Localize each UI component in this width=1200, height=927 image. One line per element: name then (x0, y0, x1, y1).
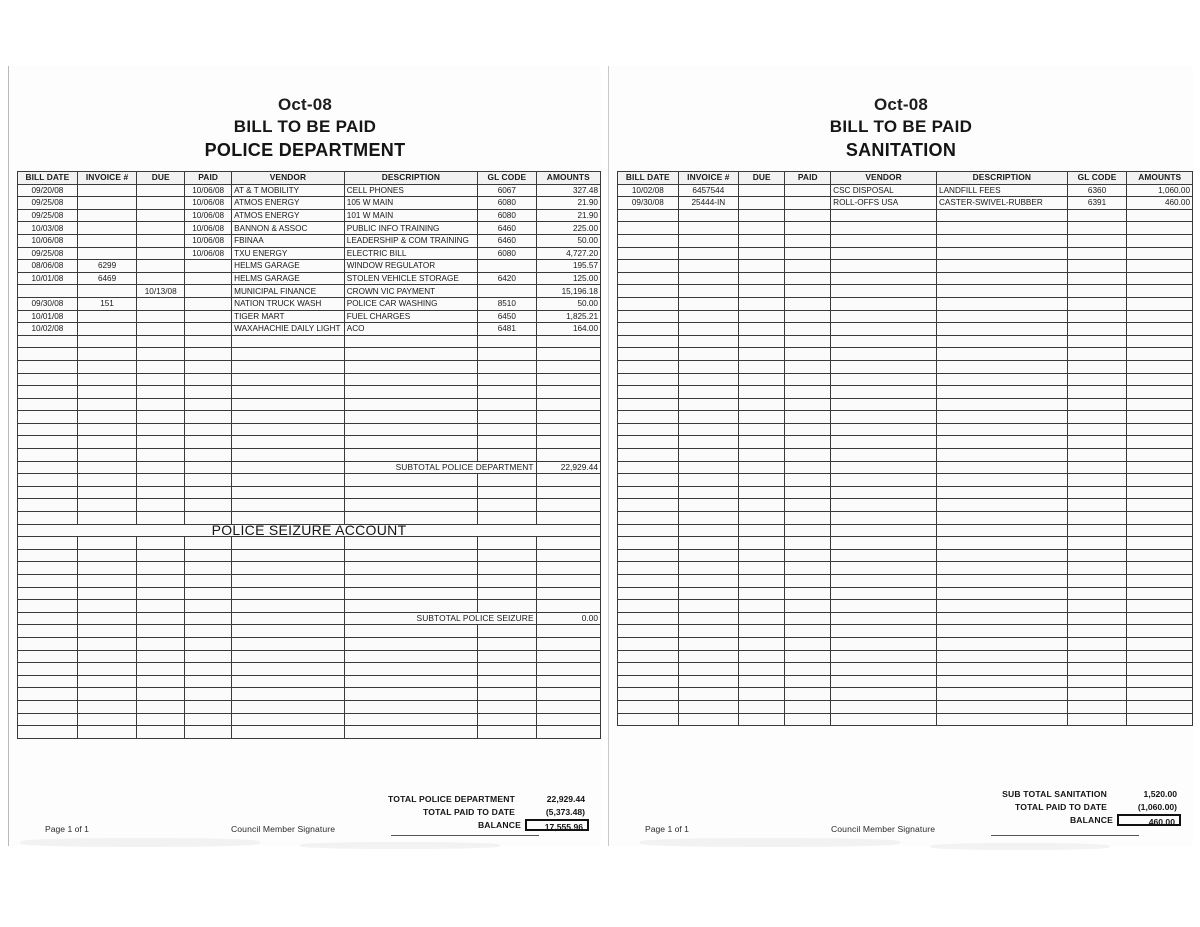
cell-due (137, 272, 185, 285)
table-row-blank (618, 222, 1193, 235)
table-row-blank (618, 637, 1193, 650)
cell-amount: 225.00 (536, 222, 600, 235)
page-number: Page 1 of 1 (645, 824, 689, 834)
total-label: TOTAL PAID TO DATE (1015, 801, 1107, 812)
table-row-blank (18, 348, 601, 361)
col-bill-date: BILL DATE (618, 172, 679, 185)
cell-bill-date: 10/06/08 (18, 234, 78, 247)
cell-paid: 10/06/08 (185, 234, 232, 247)
totals-block-sanitation (1002, 787, 1181, 826)
total-label: BALANCE (477, 819, 521, 830)
table-row-blank (18, 600, 601, 613)
table-row-blank (18, 386, 601, 399)
cell-description: POLICE CAR WASHING (344, 297, 477, 310)
total-row (388, 805, 589, 818)
cell-due (739, 184, 785, 197)
subtotal-amount: 22,929.44 (536, 461, 600, 474)
table-row-blank (618, 285, 1193, 298)
cell-vendor: HELMS GARAGE (232, 260, 345, 273)
cell-invoice (77, 209, 136, 222)
cell-bill-date: 09/25/08 (18, 247, 78, 260)
cell-paid: 10/06/08 (185, 197, 232, 210)
table-row-blank (618, 423, 1193, 436)
cell-due (137, 184, 185, 197)
table-row (18, 197, 601, 210)
total-label: TOTAL POLICE DEPARTMENT (388, 793, 515, 804)
cell-bill-date: 10/02/08 (618, 184, 679, 197)
col-amounts: AMOUNTS (1127, 172, 1193, 185)
scanned-page-sanitation (608, 66, 1193, 846)
table-row (18, 234, 601, 247)
col-due: DUE (739, 172, 785, 185)
signature-line (391, 835, 539, 836)
cell-gl: 6450 (477, 310, 536, 323)
total-value: 22,929.44 (546, 793, 585, 804)
table-row-blank (618, 650, 1193, 663)
table-row-blank (18, 474, 601, 487)
table-row-blank (18, 562, 601, 575)
table-row-blank (618, 600, 1193, 613)
cell-amount: 1,060.00 (1127, 184, 1193, 197)
table-row (18, 222, 601, 235)
subtotal-label: SUBTOTAL POLICE SEIZURE (344, 612, 536, 625)
cell-amount: 15,196.18 (536, 285, 600, 298)
totals-block-police (388, 792, 589, 831)
cell-invoice (77, 234, 136, 247)
cell-description: STOLEN VEHICLE STORAGE (344, 272, 477, 285)
cell-bill-date: 09/20/08 (18, 184, 78, 197)
table-row-blank (618, 209, 1193, 222)
table-row-blank (18, 587, 601, 600)
col-bill-date: BILL DATE (18, 172, 78, 185)
cell-vendor: HELMS GARAGE (232, 272, 345, 285)
cell-vendor: CSC DISPOSAL (831, 184, 937, 197)
cell-paid (185, 310, 232, 323)
signature-label: Council Member Signature (831, 824, 936, 834)
table-row-blank (18, 688, 601, 701)
cell-amount: 164.00 (536, 323, 600, 336)
table-row-blank (618, 335, 1193, 348)
cell-vendor: MUNICIPAL FINANCE (232, 285, 345, 298)
table-row-blank (618, 675, 1193, 688)
table-row-blank (18, 449, 601, 462)
col-vendor: VENDOR (232, 172, 345, 185)
total-label: SUB TOTAL SANITATION (1002, 788, 1107, 799)
table-row (18, 323, 601, 336)
cell-bill-date: 10/03/08 (18, 222, 78, 235)
scanned-page-police (8, 66, 601, 846)
table-row-blank (618, 700, 1193, 713)
table-row-blank (618, 499, 1193, 512)
table-row-blank (18, 663, 601, 676)
table-row-blank (618, 234, 1193, 247)
table-row-blank (18, 713, 601, 726)
cell-due (137, 323, 185, 336)
cell-paid: 10/06/08 (185, 247, 232, 260)
cell-paid (785, 184, 831, 197)
report-title: BILL TO BE PAID (829, 117, 973, 136)
cell-gl: 6360 (1067, 184, 1127, 197)
table-row-blank (618, 524, 1193, 537)
table-row (18, 247, 601, 260)
cell-gl: 6481 (477, 323, 536, 336)
table-row-blank (18, 675, 601, 688)
table-row-blank (618, 260, 1193, 273)
table-row-blank (18, 398, 601, 411)
table-row-blank (618, 247, 1193, 260)
col-amounts: AMOUNTS (536, 172, 600, 185)
cell-due: 10/13/08 (137, 285, 185, 298)
page-number: Page 1 of 1 (45, 824, 89, 834)
table-row-blank (618, 612, 1193, 625)
cell-vendor: WAXAHACHIE DAILY LIGHT (232, 323, 345, 336)
total-value: 1,520.00 (1143, 788, 1177, 799)
subtotal-row (18, 612, 601, 625)
table-row (18, 260, 601, 273)
table-row (18, 184, 601, 197)
cell-gl: 6080 (477, 247, 536, 260)
section-banner-label: POLICE SEIZURE ACCOUNT (18, 524, 601, 537)
table-row-blank (18, 726, 601, 739)
table-row-blank (18, 423, 601, 436)
cell-due (137, 197, 185, 210)
cell-paid (185, 297, 232, 310)
col-invoice: INVOICE # (77, 172, 136, 185)
cell-amount: 1,825.21 (536, 310, 600, 323)
cell-due (739, 197, 785, 210)
cell-invoice (77, 222, 136, 235)
total-row (388, 792, 589, 805)
ledger-body-police (18, 184, 601, 738)
subtotal-amount: 0.00 (536, 612, 600, 625)
table-row (18, 297, 601, 310)
cell-description: LEADERSHIP & COM TRAINING (344, 234, 477, 247)
cell-description: CROWN VIC PAYMENT (344, 285, 477, 298)
table-row-blank (618, 360, 1193, 373)
table-row (18, 272, 601, 285)
cell-bill-date: 09/30/08 (618, 197, 679, 210)
cell-amount: 50.00 (536, 297, 600, 310)
table-row (18, 310, 601, 323)
cell-bill-date: 09/25/08 (18, 197, 78, 210)
cell-gl (477, 260, 536, 273)
table-row-blank (618, 549, 1193, 562)
cell-amount: 21.90 (536, 209, 600, 222)
table-row-blank (618, 323, 1193, 336)
cell-amount: 327.48 (536, 184, 600, 197)
cell-description: WINDOW REGULATOR (344, 260, 477, 273)
section-banner-row (18, 524, 601, 537)
table-row-blank (618, 587, 1193, 600)
table-row-blank (618, 486, 1193, 499)
cell-due (137, 209, 185, 222)
total-label: TOTAL PAID TO DATE (423, 806, 515, 817)
subtotal-label: SUBTOTAL POLICE DEPARTMENT (344, 461, 536, 474)
cell-gl: 6420 (477, 272, 536, 285)
report-title: BILL TO BE PAID (233, 117, 377, 136)
cell-invoice: 6299 (77, 260, 136, 273)
cell-due (137, 234, 185, 247)
cell-vendor: ROLL-OFFS USA (831, 197, 937, 210)
table-row-blank (618, 688, 1193, 701)
cell-vendor: BANNON & ASSOC (232, 222, 345, 235)
cell-due (137, 310, 185, 323)
ledger-table-police (17, 171, 601, 739)
ledger-body-sanitation (618, 184, 1193, 726)
cell-paid (785, 197, 831, 210)
cell-amount: 195.57 (536, 260, 600, 273)
table-row-blank (18, 575, 601, 588)
cell-due (137, 260, 185, 273)
cell-invoice (77, 197, 136, 210)
total-row (388, 818, 589, 831)
cell-amount: 125.00 (536, 272, 600, 285)
table-row-blank (18, 411, 601, 424)
cell-vendor: AT & T MOBILITY (232, 184, 345, 197)
table-row-blank (618, 348, 1193, 361)
table-row (18, 285, 601, 298)
balance-value: 17,555.96 (525, 819, 589, 831)
cell-invoice (77, 323, 136, 336)
table-row-blank (618, 461, 1193, 474)
cell-due (137, 297, 185, 310)
cell-invoice: 6457544 (678, 184, 738, 197)
cell-paid: 10/06/08 (185, 184, 232, 197)
cell-invoice (77, 285, 136, 298)
table-row-blank (618, 297, 1193, 310)
cell-bill-date: 10/02/08 (18, 323, 78, 336)
ledger-header-row (618, 172, 1193, 185)
signature-label: Council Member Signature (231, 824, 336, 834)
table-row-blank (18, 700, 601, 713)
cell-paid (185, 260, 232, 273)
cell-due (137, 222, 185, 235)
total-label: BALANCE (1069, 814, 1113, 825)
table-row-blank (618, 398, 1193, 411)
cell-description: ACO (344, 323, 477, 336)
page-header-police (9, 66, 601, 162)
cell-bill-date: 10/01/08 (18, 272, 78, 285)
cell-vendor: TIGER MART (232, 310, 345, 323)
page-header-sanitation (609, 66, 1193, 162)
cell-gl: 8510 (477, 297, 536, 310)
table-row-blank (618, 449, 1193, 462)
col-description: DESCRIPTION (344, 172, 477, 185)
table-row-blank (618, 537, 1193, 550)
table-row-blank (18, 373, 601, 386)
table-row-blank (618, 373, 1193, 386)
total-row (1002, 813, 1181, 826)
table-row (18, 209, 601, 222)
signature-line (991, 835, 1139, 836)
table-row-blank (618, 386, 1193, 399)
col-paid: PAID (185, 172, 232, 185)
table-row-blank (618, 474, 1193, 487)
table-row-blank (618, 411, 1193, 424)
cell-due (137, 247, 185, 260)
total-value: (5,373.48) (545, 806, 585, 817)
table-row-blank (18, 537, 601, 550)
cell-vendor: TXU ENERGY (232, 247, 345, 260)
cell-gl: 6460 (477, 234, 536, 247)
balance-value: 460.00 (1117, 814, 1181, 826)
cell-gl: 6460 (477, 222, 536, 235)
table-row-blank (18, 360, 601, 373)
ledger-table-sanitation (617, 171, 1193, 726)
table-row-blank (18, 650, 601, 663)
table-row-blank (18, 499, 601, 512)
table-row-blank (618, 562, 1193, 575)
cell-bill-date: 09/30/08 (18, 297, 78, 310)
cell-bill-date: 09/25/08 (18, 209, 78, 222)
total-row (1002, 800, 1181, 813)
col-vendor: VENDOR (831, 172, 937, 185)
cell-vendor: FBINAA (232, 234, 345, 247)
table-row-blank (18, 512, 601, 525)
table-row-blank (18, 436, 601, 449)
cell-description: FUEL CHARGES (344, 310, 477, 323)
cell-invoice (77, 247, 136, 260)
table-row-blank (18, 486, 601, 499)
cell-paid: 10/06/08 (185, 222, 232, 235)
subtotal-row (18, 461, 601, 474)
cell-paid (185, 285, 232, 298)
cell-amount: 4,727.20 (536, 247, 600, 260)
col-description: DESCRIPTION (937, 172, 1068, 185)
table-row (618, 197, 1193, 210)
total-value: (1,060.00) (1137, 801, 1177, 812)
report-month: Oct-08 (277, 95, 333, 114)
table-row-blank (18, 637, 601, 650)
cell-description: PUBLIC INFO TRAINING (344, 222, 477, 235)
cell-amount: 21.90 (536, 197, 600, 210)
cell-description: 101 W MAIN (344, 209, 477, 222)
table-row-blank (18, 549, 601, 562)
cell-description: CELL PHONES (344, 184, 477, 197)
col-gl-code: GL CODE (477, 172, 536, 185)
table-row-blank (618, 310, 1193, 323)
cell-description: 105 W MAIN (344, 197, 477, 210)
cell-invoice (77, 184, 136, 197)
table-row-blank (618, 625, 1193, 638)
table-row-blank (18, 335, 601, 348)
table-row-blank (618, 575, 1193, 588)
cell-vendor: NATION TRUCK WASH (232, 297, 345, 310)
table-row-blank (618, 272, 1193, 285)
cell-gl: 6391 (1067, 197, 1127, 210)
table-row-blank (618, 512, 1193, 525)
cell-amount: 50.00 (536, 234, 600, 247)
cell-invoice: 151 (77, 297, 136, 310)
ledger-header-row (18, 172, 601, 185)
department-title: POLICE DEPARTMENT (204, 140, 406, 160)
cell-bill-date: 08/06/08 (18, 260, 78, 273)
cell-gl (477, 285, 536, 298)
col-invoice: INVOICE # (678, 172, 738, 185)
col-gl-code: GL CODE (1067, 172, 1127, 185)
cell-gl: 6080 (477, 209, 536, 222)
cell-invoice (77, 310, 136, 323)
cell-paid (185, 323, 232, 336)
department-title: SANITATION (845, 140, 957, 160)
table-row-blank (18, 625, 601, 638)
cell-vendor: ATMOS ENERGY (232, 209, 345, 222)
cell-description: LANDFILL FEES (937, 184, 1068, 197)
cell-description: CASTER-SWIVEL-RUBBER (937, 197, 1068, 210)
cell-vendor: ATMOS ENERGY (232, 197, 345, 210)
cell-gl: 6080 (477, 197, 536, 210)
report-month: Oct-08 (873, 95, 929, 114)
cell-bill-date (18, 285, 78, 298)
cell-description: ELECTRIC BILL (344, 247, 477, 260)
cell-gl: 6067 (477, 184, 536, 197)
total-row (1002, 787, 1181, 800)
col-paid: PAID (785, 172, 831, 185)
table-row-blank (618, 713, 1193, 726)
table-row (618, 184, 1193, 197)
cell-paid: 10/06/08 (185, 209, 232, 222)
col-due: DUE (137, 172, 185, 185)
cell-bill-date: 10/01/08 (18, 310, 78, 323)
table-row-blank (618, 436, 1193, 449)
cell-amount: 460.00 (1127, 197, 1193, 210)
cell-invoice: 6469 (77, 272, 136, 285)
cell-paid (185, 272, 232, 285)
cell-invoice: 25444-IN (678, 197, 738, 210)
table-row-blank (618, 663, 1193, 676)
